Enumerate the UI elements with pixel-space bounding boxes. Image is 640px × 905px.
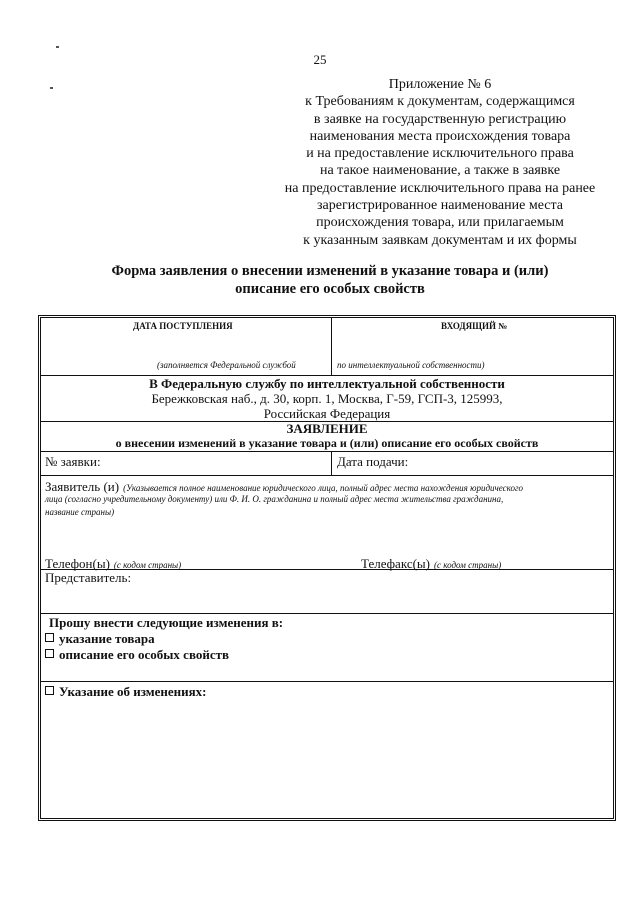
form-title-line-1: Форма заявления о внесении изменений в указание товара и (или) <box>111 263 549 279</box>
applicant-hint-3: название страны) <box>45 507 115 517</box>
appendix-line: на такое наименование, а также в заявке <box>319 163 561 179</box>
changes-heading: Указание об изменениях: <box>59 684 207 699</box>
phone-label: Телефон(ы) <box>45 556 110 571</box>
representative-label: Представитель: <box>45 570 132 585</box>
form-title <box>60 262 600 298</box>
date-received-header: ДАТА ПОСТУПЛЕНИЯ <box>133 321 233 331</box>
page-number: 25 <box>313 52 327 67</box>
appendix-line: и на предоставление исключительного права <box>306 146 574 162</box>
scan-speck <box>56 46 59 48</box>
divider <box>41 613 613 614</box>
option-properties-label: описание его особых свойств <box>59 647 230 662</box>
checkbox-goods[interactable] <box>45 633 54 642</box>
applicant-hint-1: (Указывается полное наименование юридического лица, полный адрес места нахождения юридического <box>123 483 524 493</box>
appendix-line: зарегистрированное наименование места <box>317 198 563 214</box>
statement-subtitle: о внесении изменений в указание товара и (или) описание его особых свойств <box>115 436 539 450</box>
divider <box>41 681 613 682</box>
phone-hint: (с кодом страны) <box>113 560 182 570</box>
fax-label: Телефакс(ы) <box>361 556 430 571</box>
incoming-number-header: ВХОДЯЩИЙ № <box>441 321 508 331</box>
checkbox-properties[interactable] <box>45 649 54 658</box>
appendix-line: в заявке на государственную регистрацию <box>313 111 567 127</box>
fax-hint: (с кодом страны) <box>433 560 502 570</box>
filled-by-note-left: (заполняется Федеральной службой <box>157 360 296 370</box>
applicant-label: Заявитель (и) <box>45 479 120 494</box>
option-properties[interactable] <box>45 647 229 663</box>
number-date-divider <box>331 451 332 475</box>
statement-title: ЗАЯВЛЕНИЕ <box>286 421 368 436</box>
appendix-line: на предоставление исключительного права на ранее <box>284 180 596 196</box>
divider <box>41 475 613 476</box>
option-goods[interactable] <box>45 631 155 647</box>
fax-field <box>361 555 501 573</box>
form-title-line-2: описание его особых свойств <box>235 281 425 297</box>
request-heading: Прошу внести следующие изменения в: <box>49 615 284 630</box>
appendix-line: к Требованиям к документам, содержащимся <box>305 94 575 110</box>
appendix-header <box>270 76 610 249</box>
application-number-label: № заявки: <box>45 454 101 469</box>
header-divider <box>331 318 332 375</box>
option-goods-label: указание товара <box>59 631 155 646</box>
applicant-hint-2: лица (согласно учредительному документу) или Ф. И. О. гражданина и полный адрес места жительства гражданина, <box>45 494 504 504</box>
checkbox-changes[interactable] <box>45 686 54 695</box>
filing-date-label: Дата подачи: <box>337 454 409 469</box>
application-form <box>40 317 614 819</box>
appendix-line: к указанным заявкам документам и их формы <box>303 232 577 248</box>
divider <box>41 451 613 452</box>
address-line: Бережковская наб., д. 30, корп. 1, Москва, Г-59, ГСП-3, 125993, <box>151 391 503 406</box>
scan-speck <box>50 87 53 89</box>
filled-by-note-right: по интеллектуальной собственности) <box>337 360 485 370</box>
appendix-line: Приложение № 6 <box>388 77 492 92</box>
addressee: В Федеральную службу по интеллектуальной собственности <box>149 376 505 391</box>
appendix-line: происхождения товара, или прилагаемым <box>316 215 564 231</box>
changes-field[interactable] <box>45 684 207 700</box>
appendix-line: наименования места происхождения товара <box>309 128 571 144</box>
country: Российская Федерация <box>263 406 391 421</box>
